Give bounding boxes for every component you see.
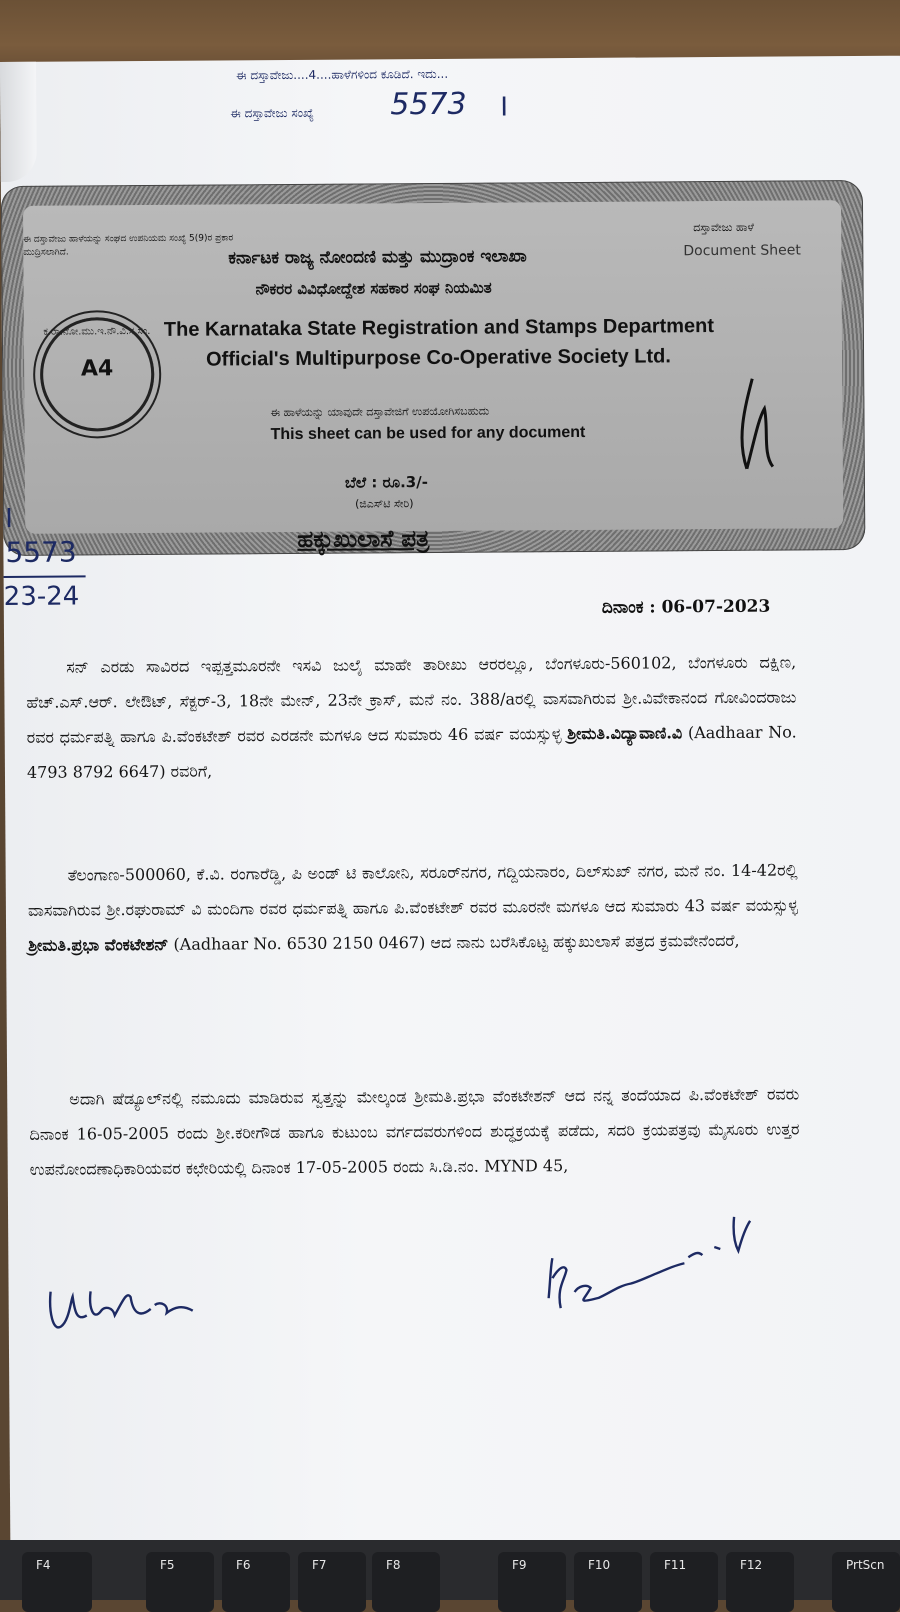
key-f7[interactable]: F7: [298, 1552, 366, 1612]
key-f10[interactable]: F10: [574, 1552, 642, 1612]
signature-left: [42, 1271, 212, 1342]
stamp-gst: (ಜಿಎಸ್‌ಟಿ ಸೇರಿ): [355, 497, 414, 511]
margin-underline: [4, 575, 86, 578]
paragraph-1: [26, 644, 797, 789]
paragraph-2-name: ಶ್ರೀಮತಿ.ಪ್ರಭಾ ವೆಂಕಟೇಶನ್: [28, 934, 169, 955]
key-f6[interactable]: F6: [222, 1552, 290, 1612]
signature-right: [538, 1207, 759, 1329]
paper-curl: [0, 62, 37, 182]
paragraph-2: [28, 852, 799, 962]
stamp-title-kn-1: ಕರ್ನಾಟಕ ರಾಜ್ಯ ನೋಂದಣಿ ಮತ್ತು ಮುದ್ರಾಂಕ ಇಲಾಖಾ: [228, 246, 527, 269]
stamp-right-en: Document Sheet: [683, 242, 801, 260]
stamp-use-kn: ಈ ಹಾಳೆಯನ್ನು ಯಾವುದೇ ದಸ್ತಾವೇಜಿಗೆ ಉಪಯೋಗಿಸಬಹುದು: [270, 404, 490, 420]
stamp-right-kn: ದಸ್ತಾವೇಜು ಹಾಳೆ: [693, 220, 754, 235]
top-note-line1: ಈ ದಸ್ತಾವೇಜು....4....ಹಾಳೆಗಳಿಂದ ಕೂಡಿದೆ. ಇದು...: [236, 66, 449, 83]
margin-year: 23-24: [3, 581, 80, 612]
stamp-title-en-2: Official's Multipurpose Co-Operative Society Ltd.: [206, 345, 671, 371]
key-prtscn[interactable]: PrtScn: [832, 1552, 900, 1612]
margin-book: I: [5, 503, 13, 534]
document-heading: ಹಕ್ಕುಖುಲಾಸೆ ಪತ್ರ: [297, 525, 430, 553]
stamp-price: ಬೆಲೆ : ರೂ.3/-: [344, 473, 428, 492]
stamp-title-en-1: The Karnataka State Registration and Stamps Department: [163, 315, 715, 341]
paragraph-1-tail: (Aadhaar No. 4793 8792 6647) ರವರಿಗೆ,: [26, 722, 797, 782]
document-date: ದಿನಾಂಕ : 06-07-2023: [601, 596, 771, 618]
key-f11[interactable]: F11: [650, 1552, 718, 1612]
key-f8[interactable]: F8: [372, 1552, 440, 1612]
paragraph-3: [29, 1076, 800, 1186]
top-note-book: I: [500, 92, 509, 123]
paragraph-2-tail: (Aadhaar No. 6530 2150 0467) ಆದ ನಾನು ಬರೆಸಿಕೊಟ್ಟ ಹಕ್ಕುಖುಲಾಸೆ ಪತ್ರದ ಕ್ರಮವೇನೆಂದರೆ,: [173, 930, 740, 954]
key-f4[interactable]: F4: [22, 1552, 92, 1612]
key-f9[interactable]: F9: [498, 1552, 566, 1612]
top-note-number: 5573: [390, 86, 467, 123]
paragraph-1-text: ಸನ್ ಎರಡು ಸಾವಿರದ ಇಪ್ಪತ್ತಮೂರನೇ ಇಸವಿ ಜುಲೈ ಮಾಹೇ ತಾರೀಖು ಆರರಲ್ಲೂ, ಬೆಂಗಳೂರು-560102, ಬೆಂಗಳೂರು ದಕ್ಷಿಣ, ಹೆಚ್.ಎಸ್.ಆರ್. ಲೇಔಟ್, ಸೆಕ್ಟರ್-3, 18ನೇ ಮೇನ್, 23ನೇ ಕ್ರಾಸ್, ಮನೆ ನಂ. 388/aರಲ್ಲಿ ವಾಸವಾಗಿರುವ ಶ್ರೀ.ವಿವೇಕಾನಂದ ಗೋವಿಂದರಾಜು ರವರ ಧರ್ಮಪತ್ನಿ ಹಾಗೂ ಪಿ.ವೆಂಕಟೇಶ್ ರವರ ಎರಡನೇ ಮಗಳೂ ಆದ ಸುಮಾರು 46 ವರ್ಷ ವಯಸ್ಸುಳ್ಳ: [26, 652, 797, 747]
stamp-left-note: ಈ ದಸ್ತಾವೇಜು ಹಾಳೆಯನ್ನು ಸಂಘದ ಉಪನಿಯಮ ಸಂಖ್ಯೆ 5(9)ರ ಪ್ರಕಾರ ಮುದ್ರಿಸಲಾಗಿದೆ.: [23, 233, 234, 258]
key-f5[interactable]: F5: [146, 1552, 214, 1612]
paragraph-2-text: ತೆಲಂಗಾಣ-500060, ಕೆ.ವಿ. ರಂಗಾರೆಡ್ಡಿ, ಪಿ ಅಂಡ್ ಟಿ ಕಾಲೋನಿ, ಸರೂರ್‌ನಗರ, ಗದ್ದಿಯನಾರಂ, ದಿಲ್‌ಸುಖ್ ನಗರ, ಮನೆ ನಂ. 14-42ರಲ್ಲಿ ವಾಸವಾಗಿರುವ ಶ್ರೀ.ರಘುರಾಮ್ ವಿ ಮಂದಿಗಾ ರವರ ಧರ್ಮಪತ್ನಿ ಹಾಗೂ ಪಿ.ವೆಂಕಟೇಶ್ ರವರ ಮೂರನೇ ಮಗಳೂ ಆದ ಸುಮಾರು 43 ವರ್ಷ ವಯಸ್ಸುಳ್ಳ: [27, 860, 798, 920]
seal-ring-text: ಕ.ರಾ.ನೋ.ಮು.ಇ.ನೌ.ವಿ.ಸ.ಸಂ.: [43, 325, 151, 338]
top-note-prefix: ಈ ದಸ್ತಾವೇಜು ಸಂಖ್ಯೆ: [230, 105, 314, 121]
stamp-use-en: This sheet can be used for any document: [270, 423, 586, 444]
stamp-signature: [724, 369, 785, 479]
key-f12[interactable]: F12: [726, 1552, 794, 1612]
document-sheet: [0, 56, 900, 1552]
paragraph-1-name: ಶ್ರೀಮತಿ.ವಿದ್ಯಾವಾಣಿ.ವಿ: [567, 723, 683, 744]
paragraph-3-text: ಅದಾಗಿ ಷೆಡ್ಯೂಲ್‌ನಲ್ಲಿ ನಮೂದು ಮಾಡಿರುವ ಸ್ವತ್ತನ್ನು ಮೇಲ್ಕಂಡ ಶ್ರೀಮತಿ.ಪ್ರಭಾ ವೆಂಕಟೇಶನ್ ಆದ ನನ್ನ ತಂದೆಯಾದ ಪಿ.ವೆಂಕಟೇಶ್ ರವರು ದಿನಾಂಕ 16-05-2005 ರಂದು ಶ್ರೀ.ಕರೀಗೌಡ ಹಾಗೂ ಕುಟುಂಬ ವರ್ಗದವರುಗಳಿಂದ ಶುದ್ಧಕ್ರಯಕ್ಕೆ ಪಡೆದು, ಸದರಿ ಕ್ರಯಪತ್ರವು ಮೈಸೂರು ಉತ್ತರ ಉಪನೋಂದಣಾಧಿಕಾರಿಯವರ ಕಛೇರಿಯಲ್ಲಿ ದಿನಾಂಕ 17-05-2005 ರಂದು ಸಿ.ಡಿ.ನಂ. MYND 45,: [29, 1084, 800, 1179]
seal-label: A4: [80, 356, 114, 382]
stamp-border: [1, 180, 866, 556]
margin-number: 5573: [5, 535, 77, 569]
society-seal: [40, 317, 155, 432]
stamp-title-kn-2: ನೌಕರರ ವಿವಿಧೋದ್ದೇಶ ಸಹಕಾರ ಸಂಘ ನಿಯಮಿತ: [255, 278, 492, 299]
